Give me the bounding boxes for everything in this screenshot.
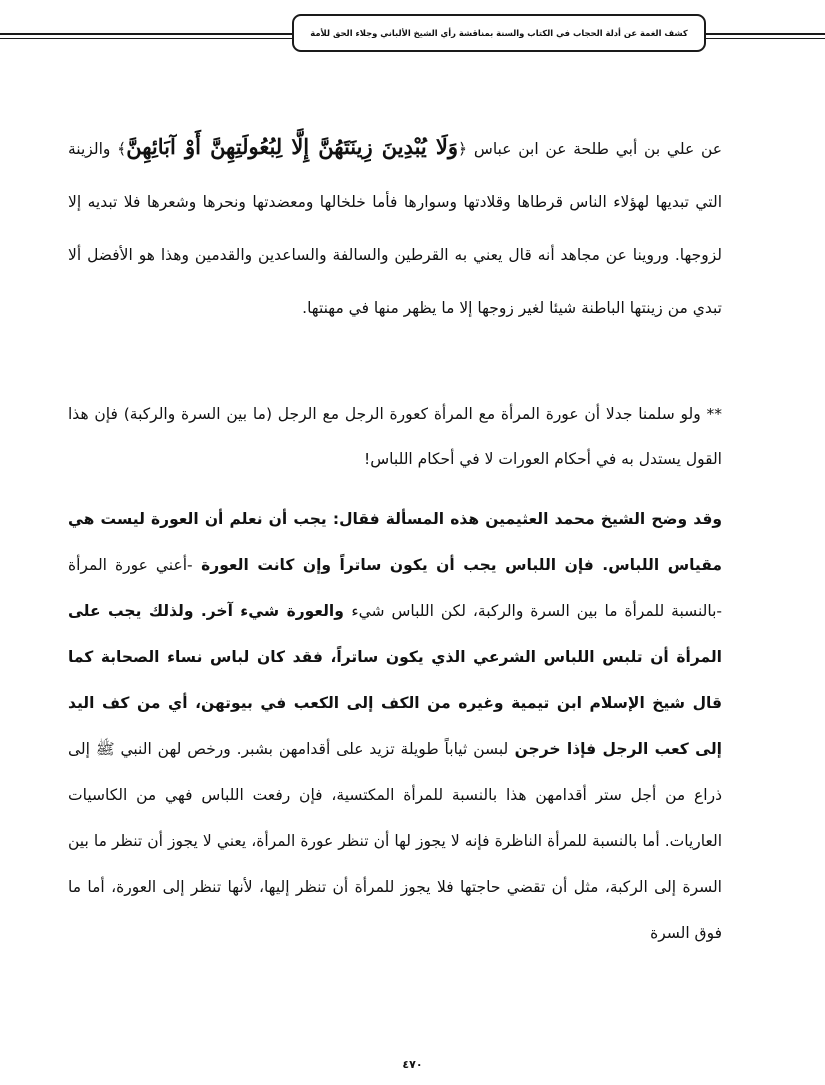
paragraph-text: ** ولو سلمنا جدلا أن عورة المرأة مع المرأة كعورة الرجل مع الرجل (ما بين السرة والركبة) فإن هذا القول يستدل به في أحكام العورات لا في أحكام اللباس!: [68, 405, 722, 468]
ornate-close-bracket: ﴾: [117, 140, 127, 158]
commentary-text: والزينة التي تبديها لهؤلاء الناس قرطاها وقلادتها وسوارها فأما خلخالها ومعضدتها ونحرها وشعرها فلا تبديه إلا لزوجها. وروينا عن مجاهد أنه قال يعني به القرطين والسالفة والساعدين والقدمين وهذا هو الأفضل ألا تبدي من زينتها الباطنة شيئا لغير زوجها إلا ما يظهر منها في مهنتها.: [68, 140, 722, 317]
paragraph-ibn-abbas: [68, 120, 722, 335]
paragraph-text-part-1: وقد وضح الشيخ محمد العثيمين هذه المسألة فقال: يجب أن نعلم أن العورة ليست هي مقياس اللباس. فإن اللباس يجب أن يكون ساتراً وإن كانت العورة: [68, 510, 722, 574]
book-title: كشف الغمة عن أدلة الحجاب في الكتاب والسنة بمناقشة رأي الشيخ الألباني وجلاء الحق للأمة: [310, 28, 688, 38]
narration-text: عن علي بن أبي طلحة عن ابن عباس: [473, 140, 723, 158]
running-header: [292, 14, 706, 52]
paragraph-uthaymeen: [68, 496, 722, 956]
quran-verse: وَلَا يُبْدِينَ زِينَتَهُنَّ إِلَّا لِبُعُولَتِهِنَّ أَوْ آبَائِهِنَّ: [126, 134, 459, 159]
paragraph-text-part-4: لبسن ثياباً طويلة تزيد على أقدامهن بشبر. ورخص لهن النبي ﷺ إلى ذراع من أجل ستر أقدامهن هذا بالنسبة للمرأة المكتسية، فإن رفعت اللباس فهي من الكاسيات العاريات. أما بالنسبة للمرأة الناظرة فإنه لا يجوز لها أن تنظر عورة المرأة، يعني لا يجوز أن تنظر ما بين السرة إلى الركبة، مثل أن تقضي حاجتها فلا يجوز للمرأة أن تنظر إليها، لأنها تنظر إلى العورة، أما ما فوق السرة: [68, 740, 722, 942]
paragraph-text-part-3: والعورة شيء آخر. ولذلك يجب على المرأة أن تلبس اللباس الشرعي الذي يكون ساتراً، فقد كان لباس نساء الصحابة كما قال شيخ الإسلام ابن تيمية وغيره من الكف إلى الكعب في بيوتهن، أي من كف اليد إلى كعب الرجل فإذا خرجن: [68, 602, 722, 758]
page-number: ٤٧٠: [402, 1058, 423, 1071]
paragraph-awrah: [68, 392, 722, 482]
paragraph-text-part-2: -أعني عورة المرأة -بالنسبة للمرأة ما بين السرة والركبة، لكن اللباس شيء: [68, 556, 723, 620]
ornate-open-bracket: ﴿: [458, 140, 468, 158]
